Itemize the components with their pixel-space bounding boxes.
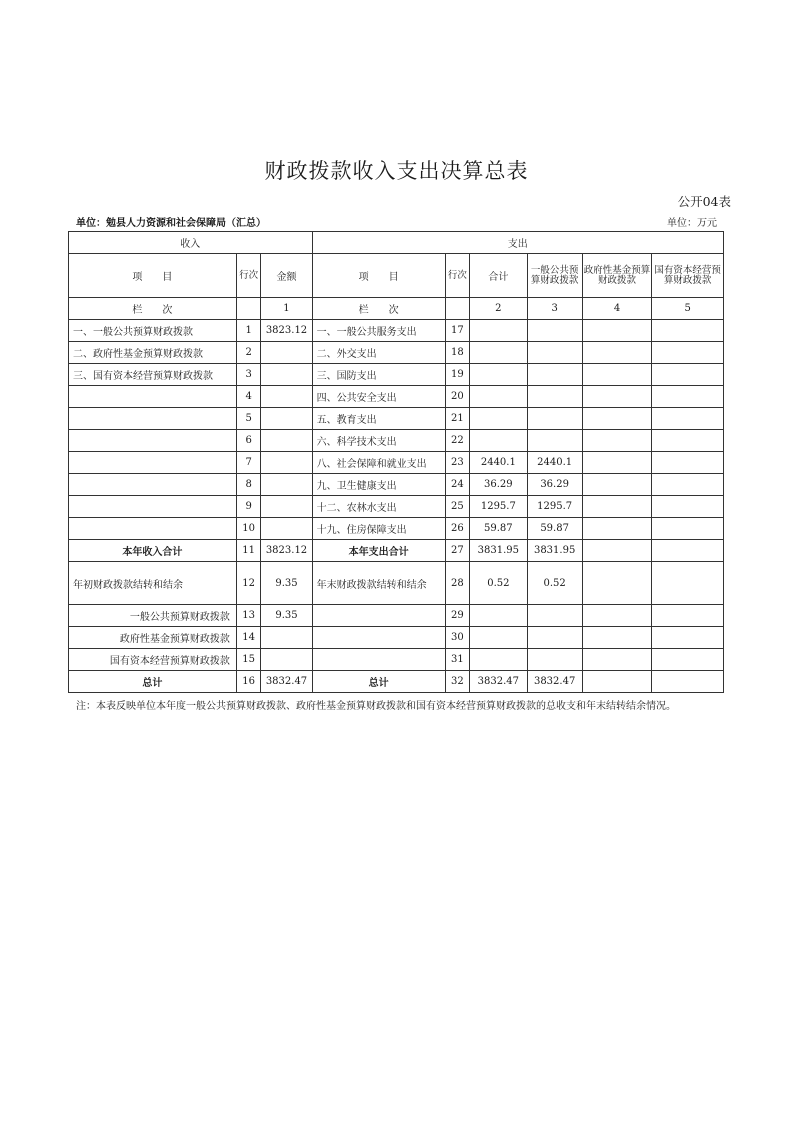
expense-state-capital [652,649,724,671]
table-row [69,605,724,627]
expense-state-capital [652,364,724,386]
col-number-3: 3 [527,298,582,320]
expense-gov-fund [582,364,652,386]
income-amount [261,496,312,518]
expense-line: 21 [445,408,470,430]
income-item [69,408,237,430]
income-item: 总计 [69,671,237,693]
income-amount: 3832.47 [261,671,312,693]
income-amount: 9.35 [261,605,312,627]
expense-item [312,649,445,671]
expense-item [312,627,445,649]
unit-org: 单位：勉县人力资源和社会保障局（汇总） [76,218,266,229]
income-amount [261,649,312,671]
expense-gov-fund [582,430,652,452]
expense-state-capital [652,386,724,408]
expense-item: 八、社会保障和就业支出 [312,452,445,474]
table-row [69,671,724,693]
expense-gov-fund [582,671,652,693]
expense-item: 一、一般公共服务支出 [312,320,445,342]
table-row [69,408,724,430]
table-row [69,430,724,452]
expense-general-budget [527,605,582,627]
expense-total [470,649,527,671]
expense-gov-fund [582,562,652,605]
income-item [69,386,237,408]
expense-total: 0.52 [470,562,527,605]
income-amount [261,386,312,408]
income-line: 3 [236,364,261,386]
header-expense: 支出 [312,232,723,254]
expense-state-capital [652,408,724,430]
income-item: 三、国有资本经营预算财政拨款 [69,364,237,386]
expense-line: 17 [445,320,470,342]
expense-general-budget: 1295.7 [527,496,582,518]
expense-state-capital [652,518,724,540]
expense-general-budget [527,364,582,386]
expense-total: 3831.95 [470,540,527,562]
expense-line: 28 [445,562,470,605]
header-expense-line: 行次 [445,254,470,298]
expense-line: 30 [445,627,470,649]
col-label-expense: 栏 次 [312,298,445,320]
income-item: 二、政府性基金预算财政拨款 [69,342,237,364]
table-row [69,518,724,540]
income-amount [261,364,312,386]
expense-line: 24 [445,474,470,496]
income-line: 8 [236,474,261,496]
expense-line: 31 [445,649,470,671]
expense-general-budget: 3831.95 [527,540,582,562]
expense-general-budget [527,649,582,671]
expense-general-budget [527,386,582,408]
income-amount [261,408,312,430]
expense-state-capital [652,671,724,693]
expense-item: 三、国防支出 [312,364,445,386]
expense-state-capital [652,474,724,496]
expense-line: 29 [445,605,470,627]
expense-state-capital [652,452,724,474]
expense-total [470,430,527,452]
expense-total [470,320,527,342]
expense-general-budget [527,320,582,342]
income-item: 本年收入合计 [69,540,237,562]
expense-general-budget [527,627,582,649]
expense-item: 四、公共安全支出 [312,386,445,408]
expense-state-capital [652,627,724,649]
expense-line: 18 [445,342,470,364]
expense-line: 25 [445,496,470,518]
expense-state-capital [652,320,724,342]
col-label-income: 栏 次 [69,298,237,320]
income-line: 10 [236,518,261,540]
income-amount [261,342,312,364]
footnote: 注：本表反映单位本年度一般公共预算财政拨款、政府性基金预算财政拨款和国有资本经营预算财政拨款的总收支和年末结转结余情况。 [76,701,676,712]
income-line: 6 [236,430,261,452]
expense-general-budget: 3832.47 [527,671,582,693]
income-line: 7 [236,452,261,474]
col-number-2: 2 [470,298,527,320]
expense-total: 36.29 [470,474,527,496]
expense-line: 20 [445,386,470,408]
unit-currency: 单位：万元 [667,218,717,229]
income-amount [261,430,312,452]
expense-item: 十九、住房保障支出 [312,518,445,540]
income-item: 一般公共预算财政拨款 [69,605,237,627]
header-amount: 金额 [261,254,312,298]
income-line: 12 [236,562,261,605]
income-line: 16 [236,671,261,693]
income-amount: 3823.12 [261,540,312,562]
expense-gov-fund [582,386,652,408]
header-total: 合计 [470,254,527,298]
expense-total [470,605,527,627]
expense-line: 22 [445,430,470,452]
expense-general-budget: 2440.1 [527,452,582,474]
expense-state-capital [652,605,724,627]
expense-total: 59.87 [470,518,527,540]
header-row-2 [69,254,724,298]
header-income-item: 项 目 [69,254,237,298]
expense-total [470,386,527,408]
expense-item [312,605,445,627]
header-general-budget: 一般公共预算财政拨款 [527,254,582,298]
expense-gov-fund [582,342,652,364]
expense-gov-fund [582,518,652,540]
expense-total [470,364,527,386]
col-number-4: 4 [582,298,652,320]
income-item: 一、一般公共预算财政拨款 [69,320,237,342]
expense-total [470,627,527,649]
expense-state-capital [652,342,724,364]
income-line: 2 [236,342,261,364]
income-amount [261,452,312,474]
table-row [69,386,724,408]
expense-gov-fund [582,496,652,518]
expense-total: 3832.47 [470,671,527,693]
income-item [69,452,237,474]
col-number-5: 5 [652,298,724,320]
header-expense-item: 项 目 [312,254,445,298]
expense-state-capital [652,562,724,605]
table-row [69,649,724,671]
expense-total [470,408,527,430]
expense-item: 六、科学技术支出 [312,430,445,452]
income-item [69,518,237,540]
form-code: 公开04表 [677,194,731,209]
expense-item: 年末财政拨款结转和结余 [312,562,445,605]
income-amount [261,518,312,540]
expense-gov-fund [582,320,652,342]
table-row [69,540,724,562]
header-state-capital: 国有资本经营预算财政拨款 [652,254,724,298]
income-amount [261,627,312,649]
header-gov-fund: 政府性基金预算财政拨款 [582,254,652,298]
expense-state-capital [652,496,724,518]
expense-state-capital [652,540,724,562]
income-line: 4 [236,386,261,408]
header-row-1 [69,232,724,254]
expense-general-budget [527,430,582,452]
expense-gov-fund [582,474,652,496]
table-body [69,320,724,693]
expense-item: 九、卫生健康支出 [312,474,445,496]
income-amount [261,474,312,496]
table-row [69,364,724,386]
expense-item: 五、教育支出 [312,408,445,430]
income-item: 国有资本经营预算财政拨款 [69,649,237,671]
expense-line: 23 [445,452,470,474]
table-row [69,627,724,649]
empty-cell [236,298,261,320]
expense-general-budget [527,408,582,430]
income-item: 政府性基金预算财政拨款 [69,627,237,649]
income-item [69,474,237,496]
expense-item: 十二、农林水支出 [312,496,445,518]
expense-line: 32 [445,671,470,693]
expense-line: 26 [445,518,470,540]
expense-general-budget: 0.52 [527,562,582,605]
budget-table [68,231,724,693]
expense-total: 1295.7 [470,496,527,518]
table-row [69,342,724,364]
income-amount: 3823.12 [261,320,312,342]
expense-item: 二、外交支出 [312,342,445,364]
expense-gov-fund [582,605,652,627]
table-row [69,562,724,605]
income-amount: 9.35 [261,562,312,605]
expense-line: 27 [445,540,470,562]
header-row-3 [69,298,724,320]
income-line: 9 [236,496,261,518]
expense-gov-fund [582,452,652,474]
income-line: 11 [236,540,261,562]
expense-total [470,342,527,364]
expense-item: 总计 [312,671,445,693]
expense-state-capital [652,430,724,452]
expense-general-budget: 59.87 [527,518,582,540]
income-item [69,496,237,518]
table-row [69,452,724,474]
expense-gov-fund [582,649,652,671]
income-line: 5 [236,408,261,430]
income-line: 1 [236,320,261,342]
expense-general-budget: 36.29 [527,474,582,496]
expense-general-budget [527,342,582,364]
page-title: 财政拨款收入支出决算总表 [264,159,529,183]
expense-line: 19 [445,364,470,386]
expense-item: 本年支出合计 [312,540,445,562]
expense-gov-fund [582,627,652,649]
income-line: 15 [236,649,261,671]
table-row [69,474,724,496]
income-item: 年初财政拨款结转和结余 [69,562,237,605]
income-item [69,430,237,452]
header-income: 收入 [69,232,313,254]
header-income-line: 行次 [236,254,261,298]
col-number-1: 1 [261,298,312,320]
expense-total: 2440.1 [470,452,527,474]
income-line: 13 [236,605,261,627]
expense-gov-fund [582,408,652,430]
empty-cell [445,298,470,320]
table-row [69,320,724,342]
income-line: 14 [236,627,261,649]
expense-gov-fund [582,540,652,562]
table-row [69,496,724,518]
